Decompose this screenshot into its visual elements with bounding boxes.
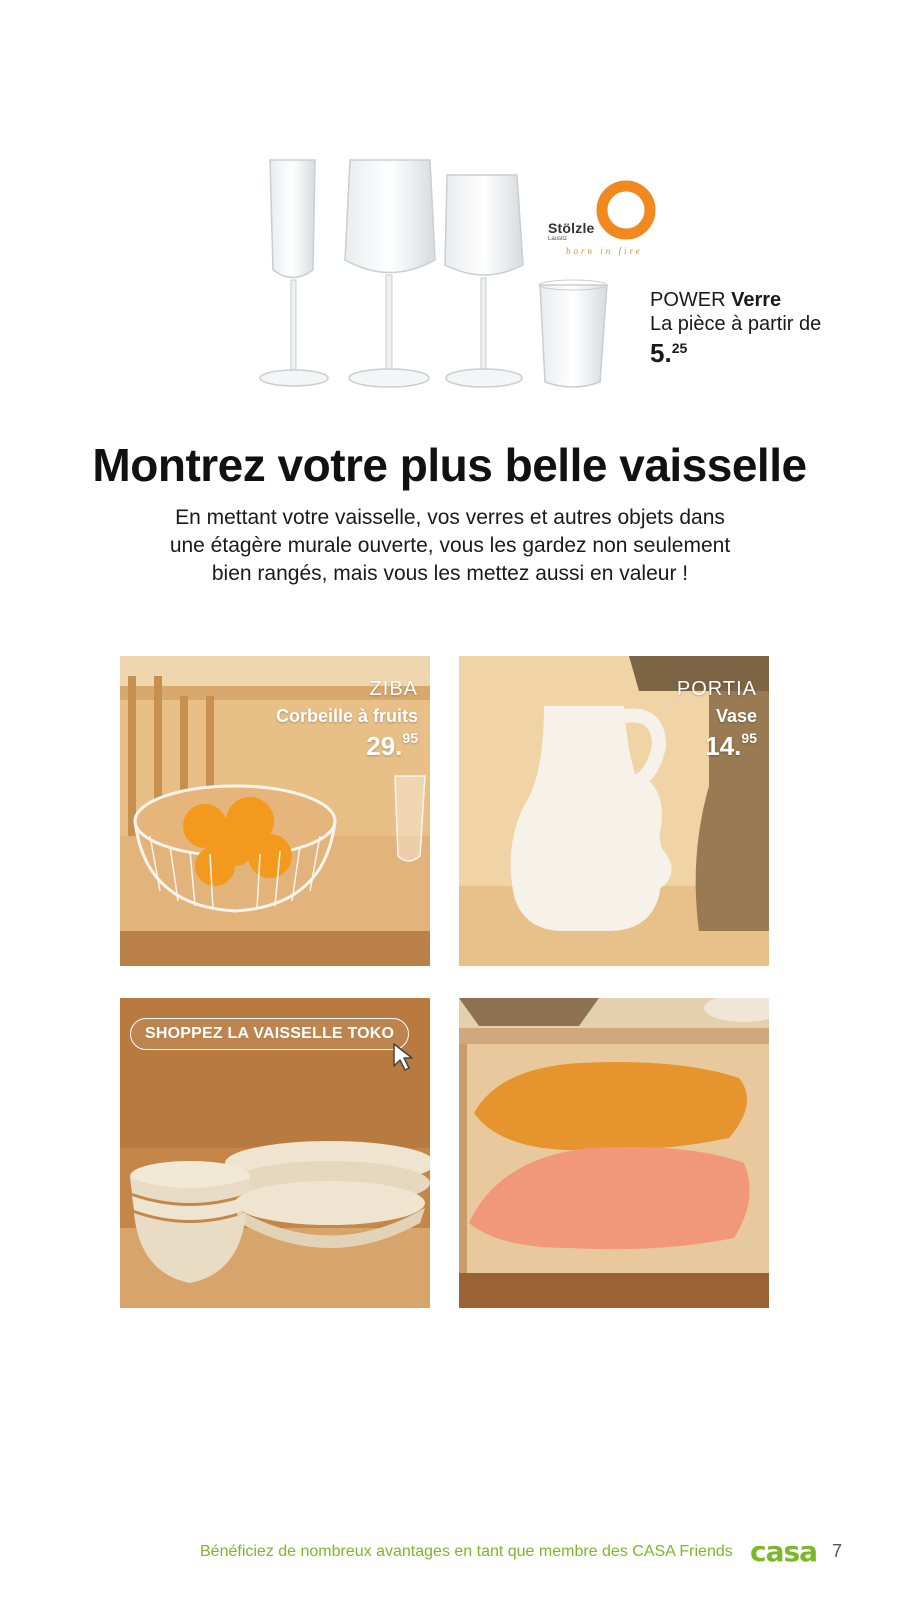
tile-price-cents: 95 (741, 730, 757, 746)
tile-product-price (705, 730, 757, 762)
brand-logo (548, 180, 668, 260)
intro-line: une étagère murale ouverte, vous les gardez non seulement (169, 534, 731, 557)
page-number: 7 (832, 1541, 843, 1561)
tile-product-name: ZIBA (369, 678, 418, 700)
intro-paragraph (120, 504, 780, 588)
top-price-cents: 25 (671, 340, 688, 356)
tile-product-price (366, 730, 418, 762)
product-tile-portia[interactable] (459, 656, 769, 966)
tile-price-main: 14. (705, 731, 742, 761)
casa-logo[interactable]: casa (750, 1535, 818, 1568)
tile-price-cents: 95 (402, 730, 418, 746)
product-tile-ziba[interactable] (120, 656, 430, 966)
tile-product-type: Corbeille à fruits (275, 706, 418, 726)
brand-sub: Lausitz (548, 236, 568, 242)
product-tile-toko[interactable] (120, 998, 430, 1308)
top-product-name: POWER (650, 289, 726, 311)
vase-image (459, 656, 769, 966)
shop-toko-button[interactable] (130, 1018, 409, 1050)
top-price-main: 5. (650, 338, 672, 368)
brand-tagline: born in fire (566, 246, 643, 256)
top-product-type: Verre (731, 289, 782, 311)
intro-line: En mettant votre vaisselle, vos verres et autres objets dans (175, 506, 725, 529)
tile-product-name: PORTIA (676, 678, 757, 700)
page-headline: Montrez votre plus belle vaisselle (92, 439, 807, 491)
intro-line: bien rangés, mais vous les mettez aussi en valeur ! (211, 562, 689, 585)
footer (200, 1537, 850, 1567)
shop-toko-label: SHOPPEZ LA VAISSELLE TOKO (145, 1025, 395, 1042)
tile-product-type: Vase (715, 706, 757, 726)
brand-name: Stölzle (548, 220, 595, 236)
cushions-image (459, 998, 769, 1308)
cushions-tile (459, 998, 769, 1308)
fruit-basket-image (120, 656, 430, 966)
cursor-arrow-icon (392, 1042, 418, 1072)
top-product-price (650, 336, 821, 368)
top-product-info (650, 288, 821, 368)
top-product-desc: La pièce à partir de (650, 313, 822, 335)
footer-text: Bénéficiez de nombreux avantages en tant que membre des CASA Friends (200, 1543, 733, 1560)
tile-price-main: 29. (366, 731, 403, 761)
